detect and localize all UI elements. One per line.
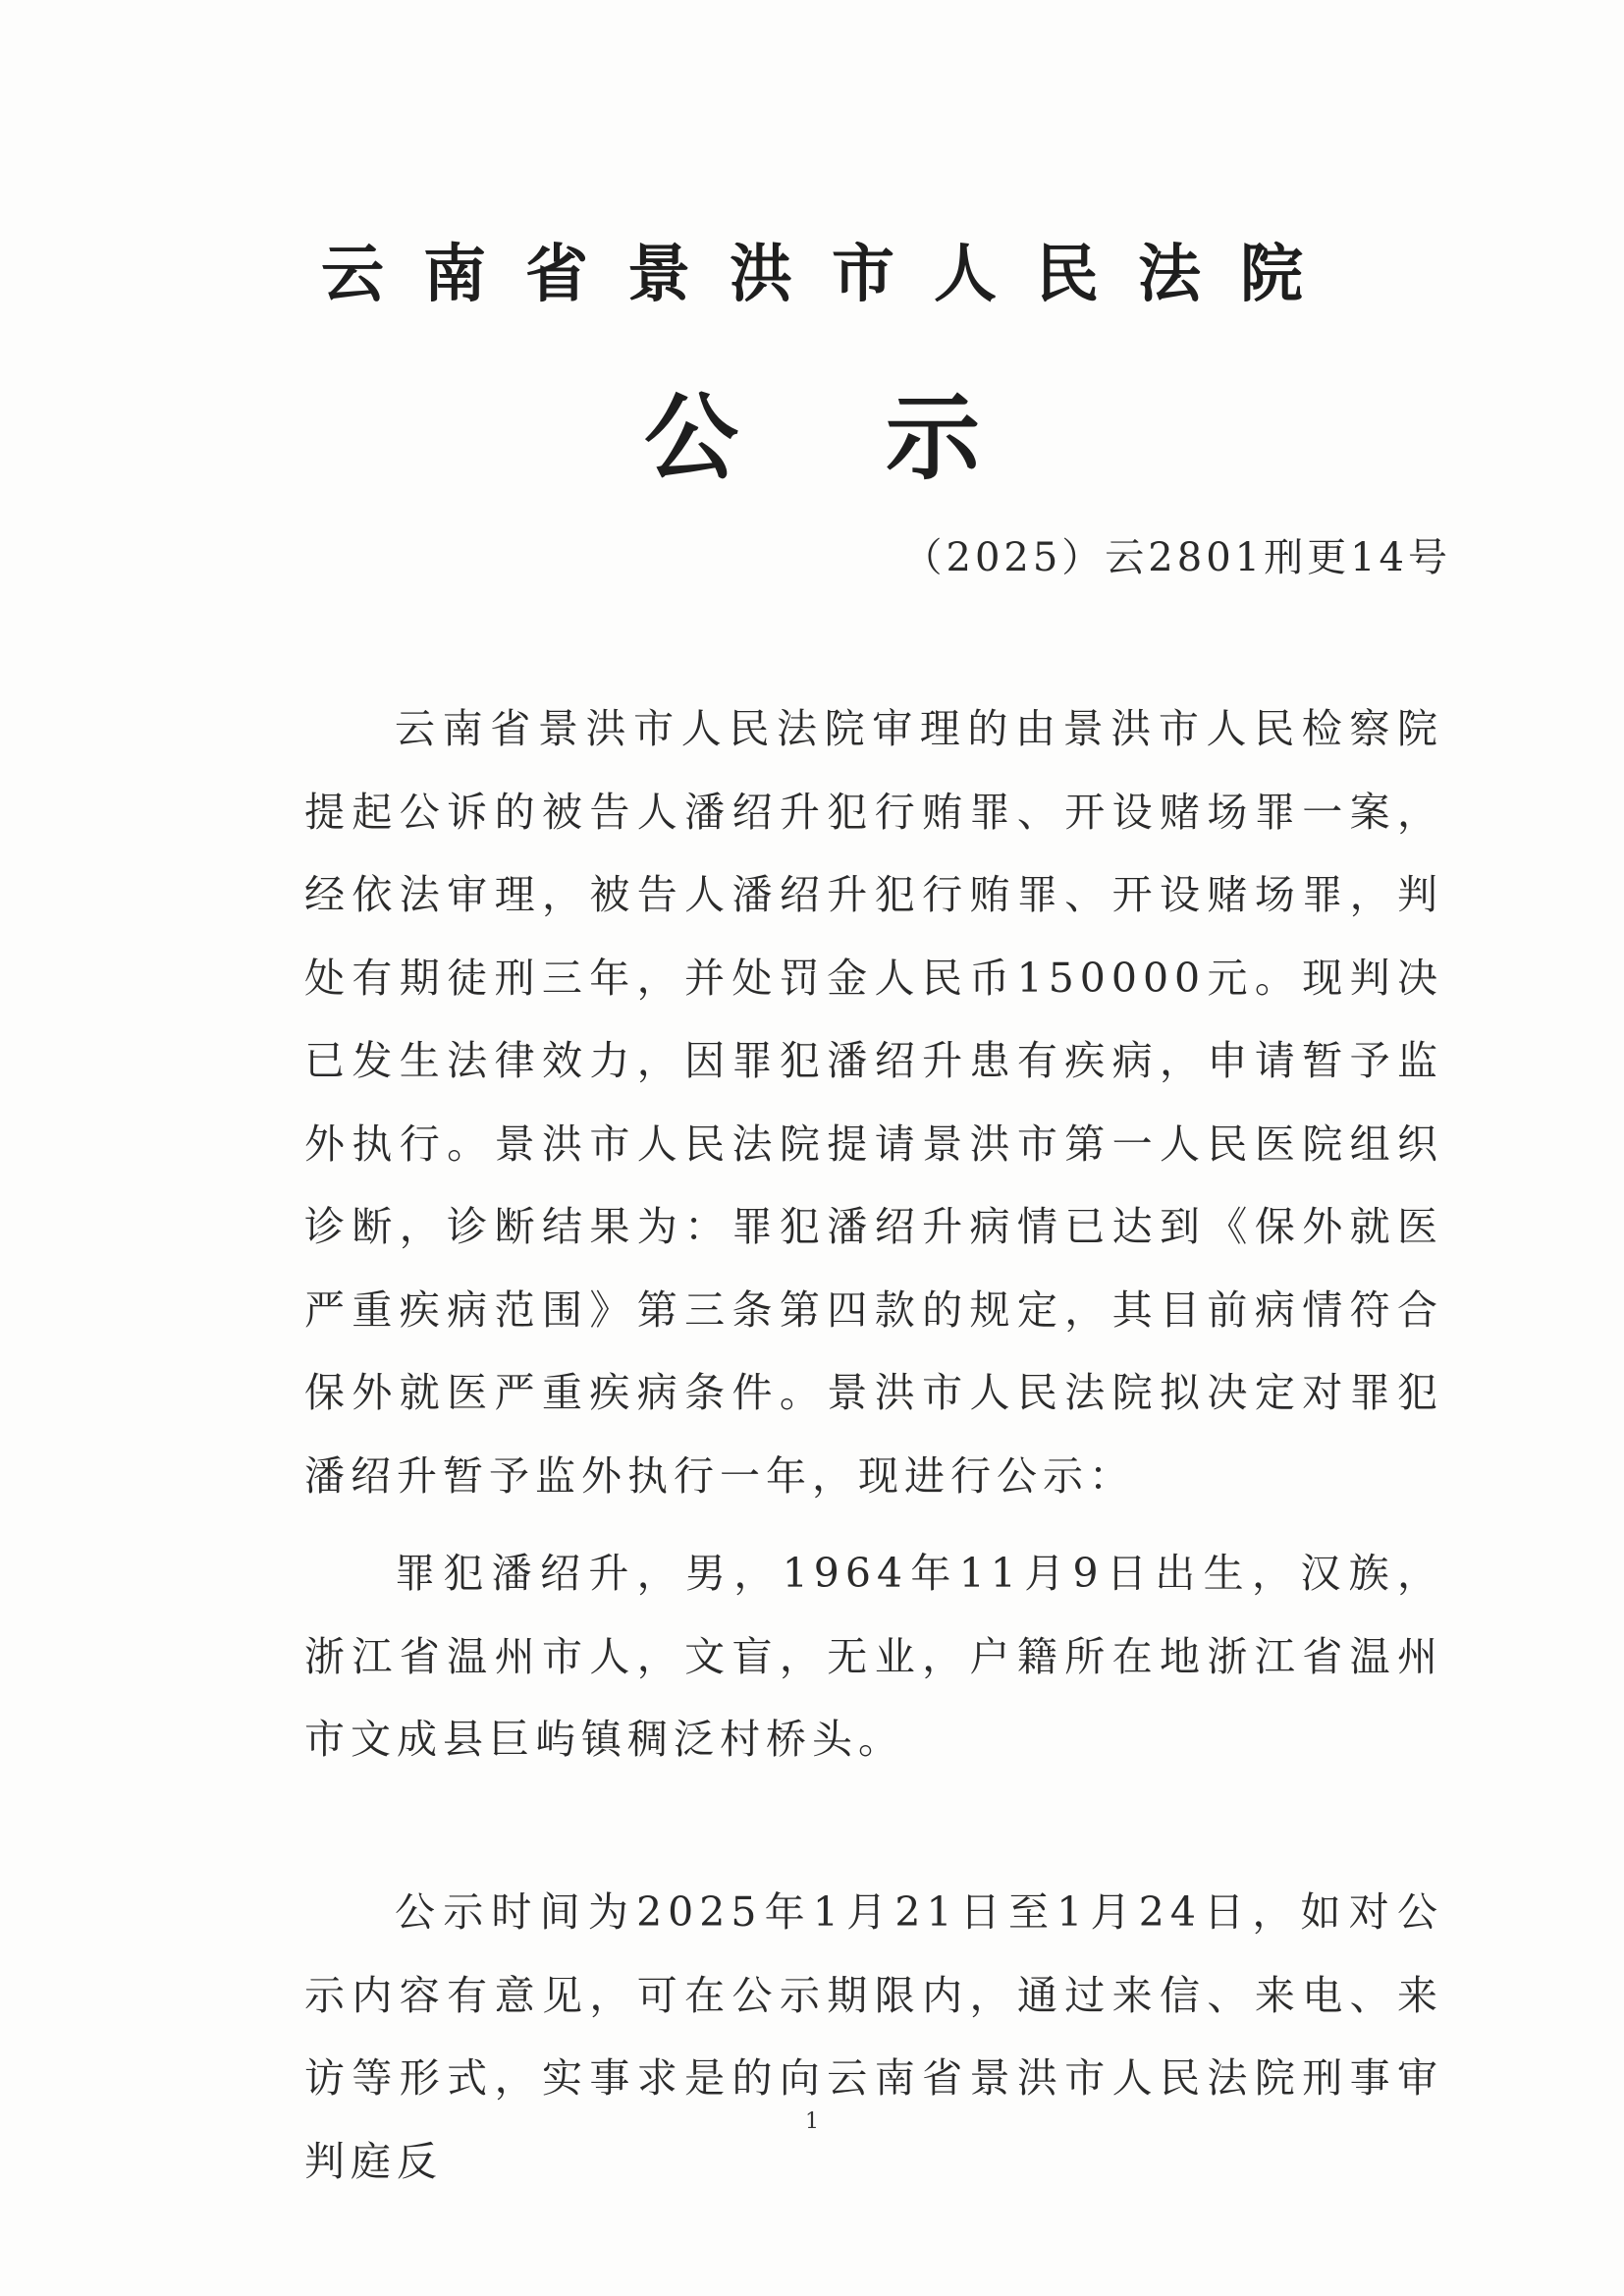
page-number: 1 <box>805 2109 819 2134</box>
paragraph-notice-period: 公示时间为2025年1月21日至1月24日，如对公示内容有意见，可在公示期限内，通过来信、来电、来访等形式，实事求是的向云南省景洪市人民法院刑事审判庭反 <box>304 1888 1443 2185</box>
case-number: （2025）云2801刑更14号 <box>902 535 1451 580</box>
paragraph-offender-info: 罪犯潘绍升，男，1964年11月9日出生，汉族，浙江省温州市人，文盲，无业，户籍所在地浙江省温州市文成县巨屿镇稠泛村桥头。 <box>304 1550 1443 1763</box>
paragraph-case-summary: 云南省景洪市人民法院审理的由景洪市人民检察院提起公诉的被告人潘绍升犯行贿罪、开设赌场罪一案，经依法审理，被告人潘绍升犯行贿罪、开设赌场罪，判处有期徒刑三年，并处罚金人民币150000元。现判决已发生法律效力，因罪犯潘绍升患有疾病，申请暂予监外执行。景洪市人民法院提请景洪市第一人民医院组织诊断，诊断结果为：罪犯潘绍升病情已达到《保外就医严重疾病范围》第三条第四款的规定，其目前病情符合保外就医严重疾病条件。景洪市人民法院拟决定对罪犯潘绍升暂予监外执行一年，现进行公示： <box>304 705 1443 1500</box>
document-title: 公示 <box>644 382 1127 493</box>
court-title: 云南省景洪市人民法院 <box>321 238 1342 311</box>
